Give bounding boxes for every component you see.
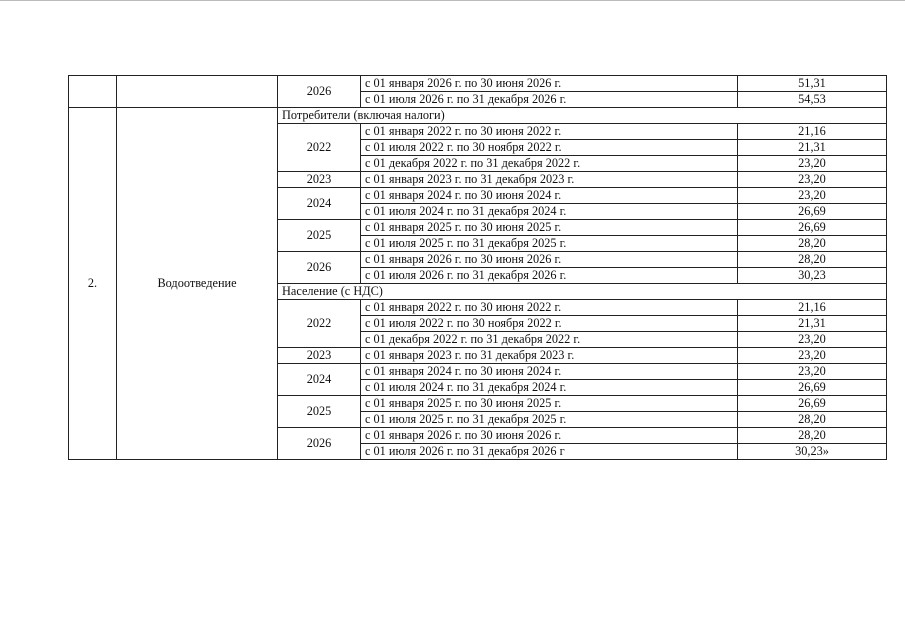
tariff-value-cell: 21,16 (738, 124, 887, 140)
period-cell: с 01 января 2022 г. по 30 июня 2022 г. (361, 124, 738, 140)
period-cell: с 01 января 2022 г. по 30 июня 2022 г. (361, 300, 738, 316)
tariff-value-cell: 54,53 (738, 92, 887, 108)
group-header-row (69, 108, 887, 124)
tariff-value-cell: 23,20 (738, 348, 887, 364)
year-cell: 2024 (278, 364, 361, 396)
tariff-table (68, 75, 887, 460)
year-cell: 2023 (278, 172, 361, 188)
period-cell: с 01 января 2026 г. по 30 июня 2026 г. (361, 252, 738, 268)
tariff-value-cell: 26,69 (738, 220, 887, 236)
tariff-value-cell: 26,69 (738, 204, 887, 220)
tariff-value-cell: 28,20 (738, 236, 887, 252)
period-cell: с 01 июля 2025 г. по 31 декабря 2025 г. (361, 236, 738, 252)
number-cell-empty (69, 76, 117, 108)
tariff-value-cell: 21,16 (738, 300, 887, 316)
tariff-value-cell: 30,23» (738, 444, 887, 460)
period-cell: с 01 января 2024 г. по 30 июня 2024 г. (361, 188, 738, 204)
period-cell: с 01 января 2023 г. по 31 декабря 2023 г. (361, 348, 738, 364)
tariff-value-cell: 28,20 (738, 428, 887, 444)
year-cell: 2022 (278, 124, 361, 172)
period-cell: с 01 января 2025 г. по 30 июня 2025 г. (361, 396, 738, 412)
service-name: Водоотведение (117, 108, 278, 460)
group-label: Население (с НДС) (278, 284, 887, 300)
period-cell: с 01 июля 2026 г. по 31 декабря 2026 г. (361, 92, 738, 108)
year-cell: 2026 (278, 76, 361, 108)
period-cell: с 01 января 2023 г. по 31 декабря 2023 г. (361, 172, 738, 188)
tariff-value-cell: 23,20 (738, 364, 887, 380)
table-row (69, 76, 887, 92)
tariff-value-cell: 23,20 (738, 332, 887, 348)
period-cell: с 01 июля 2024 г. по 31 декабря 2024 г. (361, 204, 738, 220)
period-cell: с 01 декабря 2022 г. по 31 декабря 2022 г. (361, 332, 738, 348)
service-number: 2. (69, 108, 117, 460)
tariff-value-cell: 26,69 (738, 396, 887, 412)
period-cell: с 01 июля 2024 г. по 31 декабря 2024 г. (361, 380, 738, 396)
year-cell: 2023 (278, 348, 361, 364)
year-cell: 2026 (278, 252, 361, 284)
tariff-value-cell: 21,31 (738, 140, 887, 156)
tariff-value-cell: 28,20 (738, 252, 887, 268)
tariff-value-cell: 51,31 (738, 76, 887, 92)
period-cell: с 01 января 2026 г. по 30 июня 2026 г. (361, 76, 738, 92)
tariff-value-cell: 23,20 (738, 156, 887, 172)
period-cell: с 01 июля 2026 г. по 31 декабря 2026 г. (361, 268, 738, 284)
group-label: Потребители (включая налоги) (278, 108, 887, 124)
period-cell: с 01 июля 2026 г. по 31 декабря 2026 г (361, 444, 738, 460)
tariff-value-cell: 23,20 (738, 172, 887, 188)
tariff-value-cell: 23,20 (738, 188, 887, 204)
page-top-edge (0, 0, 905, 1)
tariff-value-cell: 30,23 (738, 268, 887, 284)
service-cell-empty (117, 76, 278, 108)
tariff-value-cell: 21,31 (738, 316, 887, 332)
period-cell: с 01 января 2026 г. по 30 июня 2026 г. (361, 428, 738, 444)
period-cell: с 01 июля 2022 г. по 30 ноября 2022 г. (361, 316, 738, 332)
year-cell: 2024 (278, 188, 361, 220)
year-cell: 2026 (278, 428, 361, 460)
tariff-value-cell: 26,69 (738, 380, 887, 396)
year-cell: 2025 (278, 220, 361, 252)
period-cell: с 01 января 2025 г. по 30 июня 2025 г. (361, 220, 738, 236)
period-cell: с 01 июля 2025 г. по 31 декабря 2025 г. (361, 412, 738, 428)
period-cell: с 01 июля 2022 г. по 30 ноября 2022 г. (361, 140, 738, 156)
period-cell: с 01 декабря 2022 г. по 31 декабря 2022 г. (361, 156, 738, 172)
period-cell: с 01 января 2024 г. по 30 июня 2024 г. (361, 364, 738, 380)
year-cell: 2022 (278, 300, 361, 348)
year-cell: 2025 (278, 396, 361, 428)
tariff-value-cell: 28,20 (738, 412, 887, 428)
